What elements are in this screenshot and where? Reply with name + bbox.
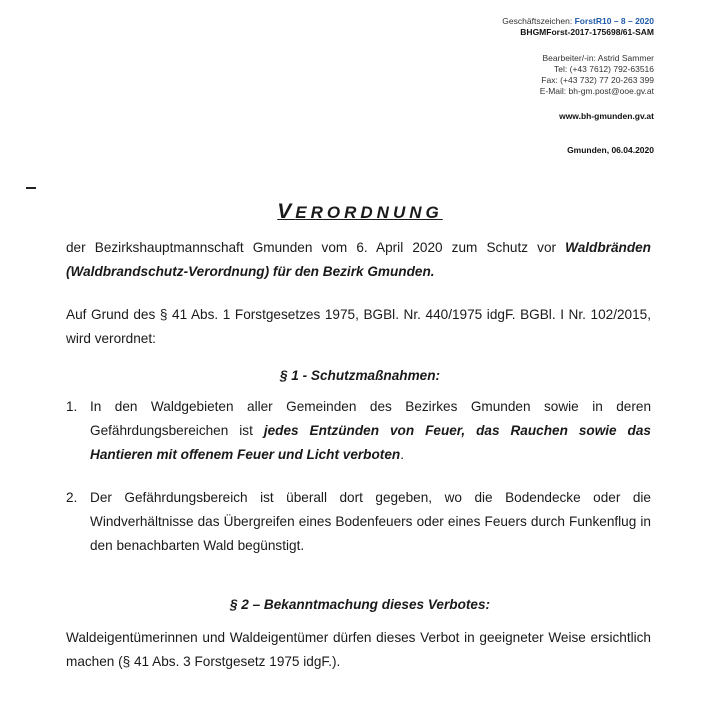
geschaeftszeichen-value: ForstR10 – 8 – 2020 — [574, 16, 654, 26]
item-number: 2. — [66, 490, 78, 505]
fax: Fax: (+43 732) 77 20-263 399 — [541, 75, 654, 85]
email: E-Mail: bh-gm.post@ooe.gv.at — [539, 86, 654, 96]
telefon: Tel: (+43 7612) 792-63516 — [554, 64, 654, 74]
document-title — [0, 200, 720, 224]
title-rest: ERORDNUNG — [295, 203, 443, 222]
legal-basis: Auf Grund des § 41 Abs. 1 Forstgesetzes 1975, BGBl. Nr. 440/1975 idgF. BGBl. I Nr. 102/2015, wird verordnet: — [66, 307, 651, 346]
item1-text: In den Waldgebieten aller Gemeinden des Bezirkes Gmunden sowie in deren Gefährdungsbereichen ist — [90, 399, 651, 438]
title-initial: V — [277, 200, 296, 223]
reference-block — [502, 16, 654, 38]
geschaeftszeichen — [502, 16, 654, 27]
section2-heading: § 2 – Bekanntmachung dieses Verbotes: — [229, 597, 491, 612]
item2-text: Der Gefährdungsbereich ist überall dort gegeben, wo die Bodendecke oder die Windverhältnisse das Übergreifen eines Bodenfeuers oder eines Feuers durch Funkenflug in den benachbarten Wald begünstigt. — [90, 490, 651, 553]
intro-strong: Waldbränden (Waldbrandschutz-Verordnung) für den Bezirk Gmunden. — [66, 240, 651, 279]
geschaeftszeichen-label: Geschäftszeichen: — [502, 16, 573, 26]
list-item — [66, 395, 651, 467]
contact-block — [540, 53, 654, 97]
intro-paragraph — [66, 236, 651, 284]
section2-paragraph: Waldeigentümerinnen und Waldeigentümer dürfen dieses Verbot in geeigneter Weise ersichtlich machen (§ 41 Abs. 3 Forstgesetz 1975 idgF.). — [66, 630, 651, 669]
ort-datum: Gmunden, 06.04.2020 — [567, 145, 654, 155]
intro-text: der Bezirkshauptmannschaft Gmunden vom 6. April 2020 zum Schutz vor — [66, 240, 566, 255]
item1-end: . — [400, 447, 404, 462]
aktenzahl: BHGMForst-2017-175698/61-SAM — [520, 27, 654, 37]
margin-dash — [26, 187, 36, 189]
item1-strong: jedes Entzünden von Feuer, das Rauchen sowie das Hantieren mit offenem Feuer und Licht verboten — [90, 423, 651, 462]
website: www.bh-gmunden.gv.at — [559, 111, 654, 121]
item-number: 1. — [66, 399, 78, 414]
bearbeiter: Bearbeiter/-in: Astrid Sammer — [542, 53, 654, 63]
list-item — [66, 486, 651, 558]
section1-heading: § 1 - Schutzmaßnahmen: — [279, 368, 441, 383]
